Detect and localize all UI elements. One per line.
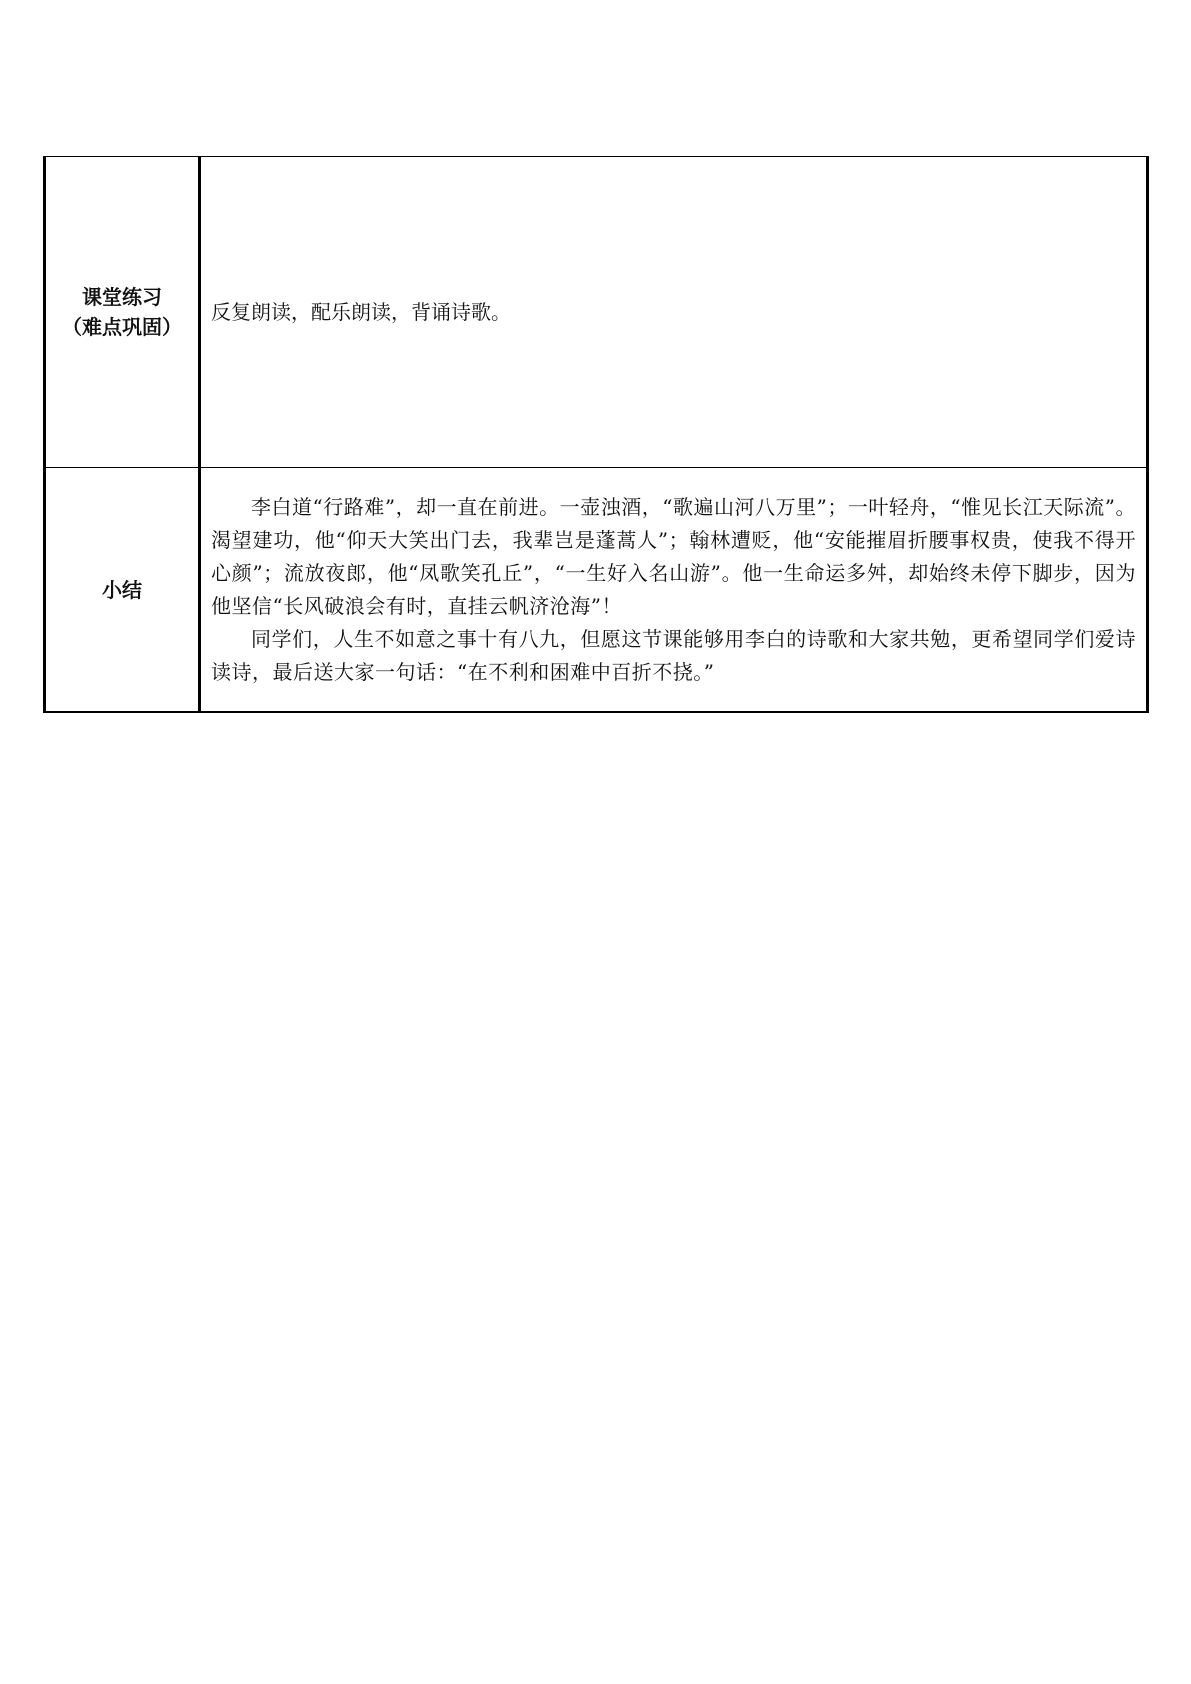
row-content-classroom-practice [200,157,1148,468]
row-content-summary [200,468,1148,713]
practice-text: 反复朗读，配乐朗读，背诵诗歌。 [211,300,511,324]
table-row-summary [45,468,1148,713]
label-line: 课堂练习 [82,285,162,309]
label-line: 小结 [102,577,142,602]
table-row-classroom-practice [45,157,1148,468]
label-line: （难点巩固） [62,315,182,339]
summary-paragraph: 李白道“行路难”，却一直在前进。一壶浊酒，“歌遍山河八万里”；一叶轻舟，“惟见长江天际流”。渴望建功，他“仰天大笑出门去，我辈岂是蓬蒿人”；翰林遭贬，他“安能摧眉折腰事权贵，使我不得开心颜”；流放夜郎，他“凤歌笑孔丘”，“一生好入名山游”。他一生命运多舛，却始终未停下脚步，因为他坚信“长风破浪会有时，直挂云帆济沧海”！ [211,494,1136,618]
summary-paragraph: 同学们，人生不如意之事十有八九，但愿这节课能够用李白的诗歌和大家共勉，更希望同学们爱诗读诗，最后送大家一句话：“在不利和困难中百折不挠。” [211,626,1136,684]
row-label-summary [45,468,200,713]
lesson-plan-table [43,156,1149,713]
row-label-classroom-practice [45,157,200,468]
